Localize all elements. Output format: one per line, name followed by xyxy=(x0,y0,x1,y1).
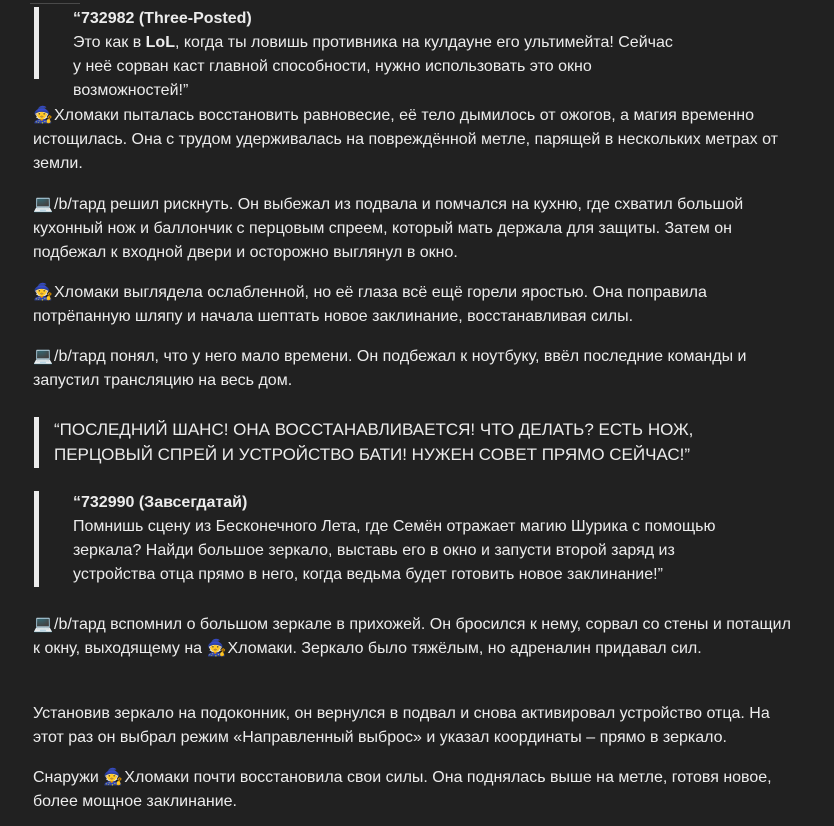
paragraph-text: Хломаки. Зеркало было тяжёлым, но адреналин придавал сил. xyxy=(227,640,702,657)
post-author-tag: (Завсегдатай) xyxy=(138,494,248,511)
story-paragraph xyxy=(33,766,793,814)
story-paragraph xyxy=(33,345,793,393)
story-paragraph xyxy=(33,281,793,329)
story-paragraph xyxy=(33,613,793,661)
post-id: “732982 xyxy=(73,10,135,27)
quote-header xyxy=(73,7,674,31)
story-paragraph xyxy=(33,193,793,265)
paragraph-text: /b/тард решил рискнуть. Он выбежал из подвала и помчался на кухню, где схватил большой кухонный нож и баллончик с перцовым спреем, который мать держала для защиты. Затем он подбежал к входной двери и осторожно выглянул в окно. xyxy=(33,196,744,261)
divider xyxy=(30,3,80,4)
laptop-icon: 💻 xyxy=(33,196,53,213)
witch-icon: 🧙 xyxy=(33,284,53,301)
quote-text: Это как в xyxy=(73,34,146,51)
quoted-post xyxy=(34,7,674,99)
witch-icon: 🧙 xyxy=(206,640,227,657)
paragraph-text: Хломаки пыталась восстановить равновесие, её тело дымилось от ожогов, а магия временно истощилась. Она с трудом удерживалась на повреждённой метле, парящей в нескольких метрах от земли. xyxy=(33,107,778,172)
paragraph-text: Установив зеркало на подоконник, он вернулся в подвал и снова активировал устройство отца. На этот раз он выбрал режим «Направленный выброс» и указал координаты – прямо в зеркало. xyxy=(33,705,770,746)
quote-header xyxy=(73,491,734,515)
quote-text: , когда ты ловишь противника на кулдауне его ультимейта! Сейчас у неё сорван каст главной способности, нужно использовать это окно возможностей!” xyxy=(73,34,673,99)
quote-body: Помнишь сцену из Бесконечного Лета, где Семён отражает магию Шурика с помощью зеркала? Найди большое зеркало, выставь его в окно и запусти второй заряд из устройства отца прямо в него, когда ведьма будет готовить новое заклинание!” xyxy=(73,518,716,583)
laptop-icon: 💻 xyxy=(33,348,53,365)
witch-icon: 🧙 xyxy=(33,107,53,124)
post-author-tag: (Three-Posted) xyxy=(138,10,252,27)
post-id: “732990 xyxy=(73,494,135,511)
paragraph-text: Хломаки почти восстановила свои силы. Она поднялась выше на метле, готовя новое, более мощное заклинание. xyxy=(33,769,772,810)
caps-blockquote xyxy=(34,417,794,468)
witch-icon: 🧙 xyxy=(103,769,124,786)
blockquote-text: “ПОСЛЕДНИЙ ШАНС! ОНА ВОССТАНАВЛИВАЕТСЯ! ЧТО ДЕЛАТЬ? ЕСТЬ НОЖ, ПЕРЦОВЫЙ СПРЕЙ И УСТРОЙСТВО БАТИ! НУЖЕН СОВЕТ ПРЯМО СЕЙЧАС!” xyxy=(54,420,694,464)
quote-body xyxy=(73,31,674,103)
paragraph-text: Хломаки выглядела ослабленной, но её глаза всё ещё горели яростью. Она поправила потрёпанную шляпу и начала шептать новое заклинание, восстанавливая силы. xyxy=(33,284,707,325)
paragraph-text: Снаружи xyxy=(33,769,99,786)
laptop-icon: 💻 xyxy=(33,616,53,633)
story-paragraph xyxy=(33,702,793,750)
paragraph-text: /b/тард вспомнил о большом зеркале в прихожей. Он бросился к нему, сорвал со стены и потащил к окну, выходящему на xyxy=(33,616,791,657)
story-paragraph xyxy=(33,104,793,176)
paragraph-text: /b/тард понял, что у него мало времени. Он подбежал к ноутбуку, ввёл последние команды и запустил трансляцию на весь дом. xyxy=(33,348,747,389)
quoted-post xyxy=(34,491,734,587)
quote-bold-text: LoL xyxy=(145,34,175,51)
